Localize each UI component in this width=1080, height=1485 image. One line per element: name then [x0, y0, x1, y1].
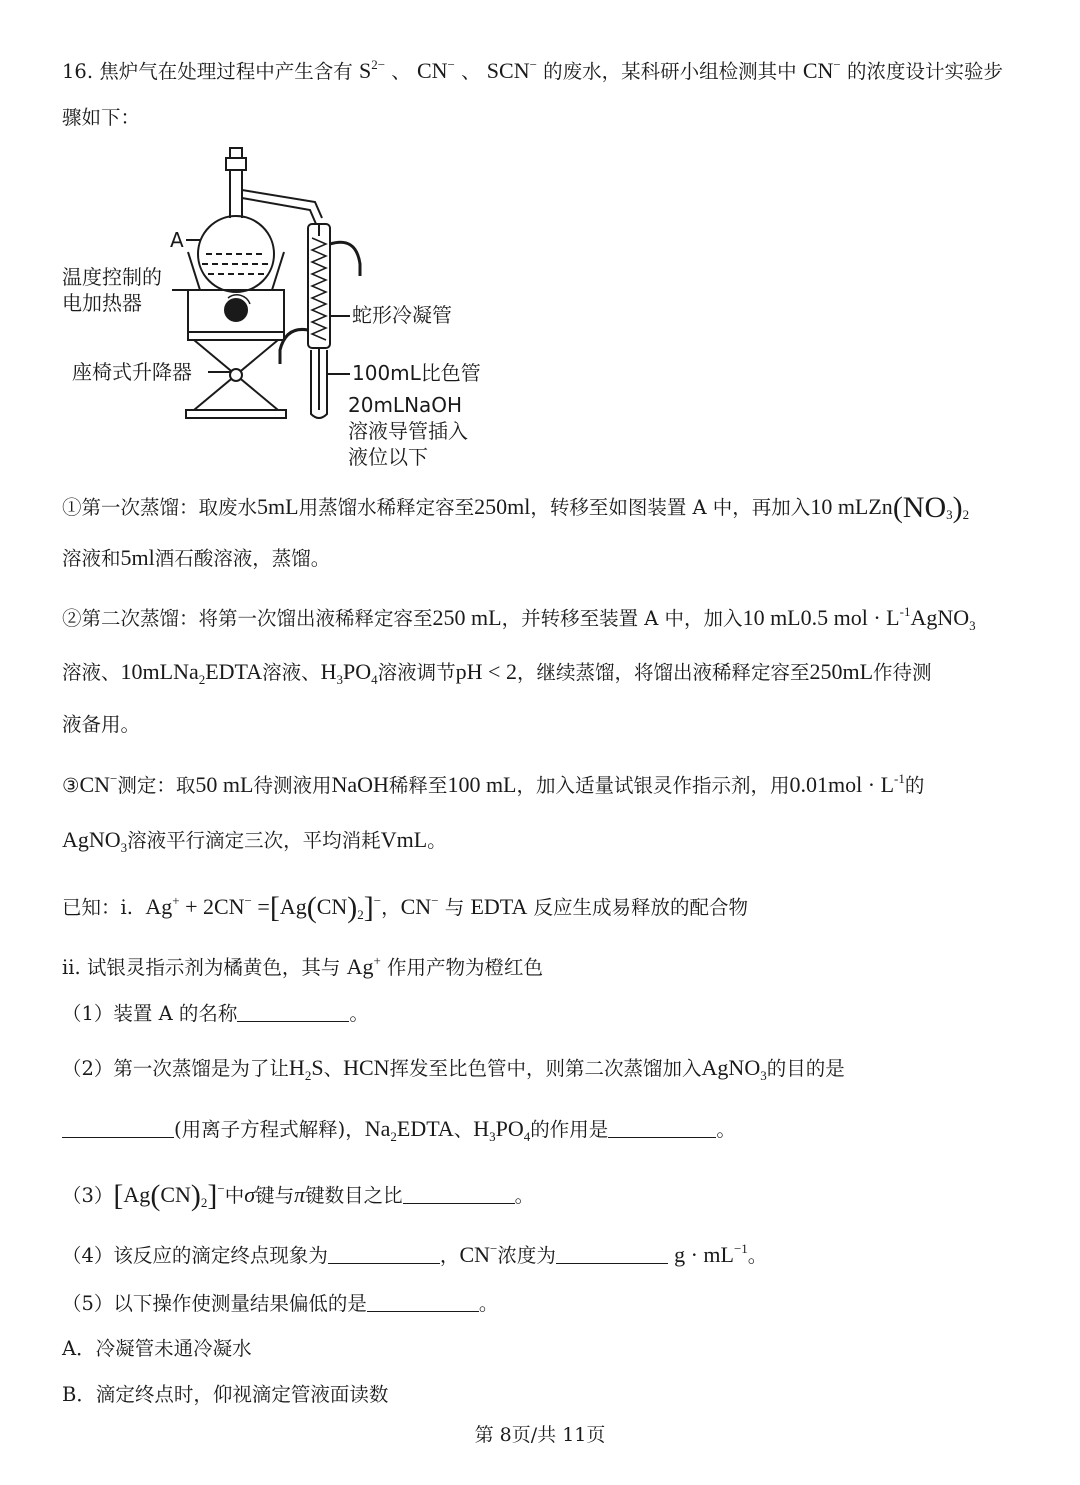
option-text: B．滴定终点时，仰视滴定管液面读数: [62, 1383, 389, 1406]
known-i: [62, 886, 748, 930]
step-2-cont2: [62, 710, 140, 740]
subq-text: （3）: [62, 1184, 114, 1207]
stopper: [230, 148, 242, 158]
chem-sup: −: [217, 1181, 225, 1196]
chem-sub: 2: [357, 907, 364, 922]
answer-blank[interactable]: [237, 1003, 349, 1022]
ion-text: CN: [416, 58, 448, 83]
chem: AgNO: [62, 827, 121, 852]
ion-text: CN: [802, 58, 834, 83]
chem: 10 mLZn: [810, 494, 893, 519]
stem-text: 的浓度设计实验步: [846, 60, 1003, 83]
subquestion-1: [62, 999, 369, 1029]
question-number: 16.: [62, 60, 94, 83]
chem-sub: 2: [304, 1068, 312, 1083]
chem: 10 mL0.5 mol · L: [742, 605, 900, 630]
subquestion-2-cont: [62, 1114, 736, 1152]
edta-formula: [364, 1116, 454, 1144]
chem: 100 mL: [447, 772, 517, 797]
chem-sub: 2: [962, 507, 970, 522]
chem: AgNO: [910, 605, 970, 630]
chem: AgNO: [701, 1055, 761, 1080]
step-2: [62, 597, 976, 641]
chem-sup: +: [373, 953, 381, 968]
answer-blank[interactable]: [403, 1185, 515, 1204]
chem-sub: 2: [198, 672, 206, 687]
subq-text: 挥发至比色管中，则第二次蒸馏加入: [389, 1057, 702, 1080]
chem: ): [347, 891, 358, 924]
chem: EDTA: [205, 659, 263, 684]
chem: g · mL: [674, 1242, 734, 1267]
chem: CN: [160, 1182, 191, 1207]
chem: Ag: [145, 894, 173, 919]
chem-sup: −: [373, 893, 382, 908]
chem: ]: [207, 1179, 218, 1212]
step-text: ①第一次蒸馏：取废水: [62, 496, 258, 519]
chem: S: [311, 1055, 324, 1080]
edta-formula: [120, 659, 263, 687]
hydrogen-sulfide-formula: [288, 1055, 324, 1083]
question-stem: [62, 50, 1003, 87]
chem-sup: −1: [733, 1241, 748, 1256]
subquestion-3: [62, 1174, 534, 1218]
step-1-cont: [62, 543, 330, 574]
ion-charge: 2−: [371, 57, 386, 72]
chem-sub: 3: [946, 507, 953, 522]
step-text: ，加入适量试银灵作指示剂，用: [516, 774, 790, 797]
subq-text: 、: [323, 1057, 344, 1080]
label-flask-a: A: [170, 228, 184, 252]
step-3: [62, 764, 924, 801]
zinc-nitrate-formula: [810, 491, 970, 524]
answer-blank[interactable]: [367, 1293, 479, 1312]
chem: (: [150, 1179, 161, 1212]
answer-blank[interactable]: [608, 1119, 716, 1138]
known-text: 反应生成易释放的配合物: [533, 896, 749, 919]
separator: 、: [461, 60, 481, 83]
chem: Ag: [279, 894, 307, 919]
subq-text: 。: [349, 1002, 369, 1025]
sigma-symbol: σ: [244, 1182, 256, 1207]
chem: Ag: [123, 1182, 151, 1207]
chem: pH < 2: [455, 659, 517, 684]
ion-charge: −: [833, 57, 841, 72]
label-heater: 温度控制的: [62, 265, 162, 289]
ion-cyanide: [459, 1242, 497, 1267]
ion-silver: [347, 954, 381, 979]
chem: Ag: [346, 954, 374, 979]
subq-text: 中: [224, 1184, 245, 1207]
chem: 50 mL: [195, 772, 254, 797]
chem-sub: 3: [120, 840, 128, 855]
chem: CN: [459, 1242, 490, 1267]
chem: 250 mL: [432, 605, 502, 630]
chem: [: [269, 891, 280, 924]
chem-sub: 2: [390, 1129, 397, 1144]
chem: + 2CN: [185, 894, 245, 919]
chem-sup: +: [172, 893, 180, 908]
ion-cyanide: [79, 772, 117, 797]
ion-text: SCN: [486, 58, 530, 83]
step-text: 溶液和: [62, 547, 121, 570]
step-text: 测定：取: [117, 774, 196, 797]
subq-text: 的作用是: [530, 1118, 609, 1141]
unit: [674, 1242, 748, 1267]
subq-text: （5）以下操作使测量结果偏低的是: [62, 1292, 367, 1315]
chem: 5mL: [257, 494, 299, 519]
label-condenser: 蛇形冷凝管: [352, 303, 452, 327]
chem-sub: 4: [523, 1129, 531, 1144]
step-text: 溶液调节: [377, 661, 456, 684]
known-text: 与: [444, 896, 465, 919]
known-text: ，: [381, 896, 401, 919]
chem: ]: [363, 891, 374, 924]
step-text: 。: [427, 829, 447, 852]
subq-text: 。: [514, 1184, 535, 1207]
chem-sub: 3: [760, 1068, 767, 1083]
chem-sub: 3: [336, 672, 344, 687]
step-text: ③: [62, 774, 80, 797]
chem: CN: [79, 772, 111, 797]
subq-text: (用离子方程式解释)，: [174, 1118, 365, 1141]
chem-sup: -1: [899, 604, 911, 619]
ion-text: S: [358, 58, 372, 83]
chem: EDTA: [396, 1116, 454, 1141]
chem-sup: −: [431, 893, 439, 908]
condenser-coil: [312, 238, 326, 340]
label-heater: 电加热器: [62, 291, 142, 315]
ion-charge: −: [529, 57, 537, 72]
page-footer: 第 8页/共 11页: [474, 1424, 606, 1446]
complex-equation: [145, 891, 382, 924]
label-naoh: 液位以下: [348, 445, 428, 469]
chem: =: [257, 894, 270, 919]
side-arm: [242, 190, 322, 218]
step-text: 的: [904, 774, 925, 797]
chem: (NO: [892, 491, 947, 524]
chem-sup: −: [490, 1241, 498, 1256]
subq-text: 的目的是: [766, 1057, 845, 1080]
subq-text: 键与: [255, 1184, 295, 1207]
step-text: ，转移至如图装置 A 中，再加入: [530, 496, 811, 519]
chem-sub: 4: [371, 672, 378, 687]
ion-cyanide: [417, 58, 455, 83]
ion-cyanide: [401, 894, 439, 919]
chem: 250ml: [474, 494, 531, 519]
chem: Na: [364, 1116, 391, 1141]
chem: EDTA: [470, 894, 528, 919]
apparatus-figure: [60, 140, 500, 480]
step-text: ②第二次蒸馏：将第一次馏出液稀释定容至: [62, 607, 433, 630]
stem-text: 焦炉气在处理过程中产生含有: [99, 60, 353, 83]
subquestion-5: [62, 1289, 498, 1319]
chem: ): [190, 1179, 201, 1212]
subq-text: 。: [716, 1118, 736, 1141]
step-text: ，并转移至装置 A 中，加入: [501, 607, 743, 630]
separator: 、: [391, 60, 411, 83]
chem: CN: [316, 894, 348, 919]
subq-text: 。: [747, 1244, 768, 1267]
step-1: [62, 492, 969, 530]
subquestion-4: [62, 1234, 767, 1271]
stem-text: 骤如下：: [62, 106, 141, 129]
step-text: 液备用。: [62, 713, 141, 736]
subq-text: （2）第一次蒸馏是为了让: [62, 1057, 289, 1080]
chem-sup: -1: [894, 771, 905, 786]
complex-ion-formula: [113, 1179, 225, 1212]
chem: VmL: [380, 827, 428, 852]
known-ii: [62, 946, 543, 983]
step-text: 溶液、: [62, 661, 121, 684]
subq-text: （1）装置 A 的名称: [62, 1002, 238, 1025]
ion-sulfide: [359, 58, 385, 83]
step-text: 用蒸馏水稀释定容至: [298, 496, 475, 519]
question-stem-cont: [62, 103, 140, 133]
chem: H: [473, 1116, 490, 1141]
chem-sup: −: [110, 771, 118, 786]
known-text: 作用产物为橙红色: [387, 956, 544, 979]
stopper: [226, 158, 246, 170]
chem: 0.01mol · L: [789, 772, 895, 797]
chem-sub: 2: [200, 1195, 208, 1210]
chem: 5ml: [120, 545, 155, 570]
lift-base: [186, 410, 286, 418]
chem: NaOH: [331, 772, 389, 797]
answer-blank[interactable]: [556, 1245, 668, 1264]
subq-text: 、: [453, 1118, 474, 1141]
step-text: ，继续蒸馏，将馏出液稀释定容至: [516, 661, 810, 684]
chem: PO: [343, 659, 372, 684]
silver-nitrate-formula: [701, 1055, 767, 1083]
option-text: A．冷凝管未通冷凝水: [62, 1337, 252, 1360]
chem: (: [306, 891, 317, 924]
known-text: 已知：i.: [62, 896, 133, 919]
titrant-conc: [790, 772, 905, 797]
chem: [: [113, 1179, 124, 1212]
chem: 250mL: [809, 659, 874, 684]
apparatus-diagram: [60, 140, 500, 480]
option-a: [62, 1334, 252, 1364]
silver-nitrate-conc: [742, 604, 976, 633]
step-text: 待测液用: [253, 774, 332, 797]
ion-cyanide: [803, 58, 841, 83]
step-text: 溶液、: [262, 661, 321, 684]
chem: ): [952, 491, 963, 524]
subq-text: 。: [478, 1292, 499, 1315]
subq-text: ，: [439, 1244, 460, 1267]
option-b: [62, 1380, 388, 1410]
phosphoric-acid-formula: [320, 659, 378, 687]
chem-sub: 3: [489, 1129, 496, 1144]
label-lift: 座椅式升降器: [72, 360, 192, 384]
subq-text: 浓度为: [497, 1244, 556, 1267]
chem: 10mLNa: [120, 659, 199, 684]
step-text: 作待测: [873, 661, 932, 684]
answer-blank[interactable]: [328, 1245, 440, 1264]
chem: H: [320, 659, 337, 684]
chem: PO: [495, 1116, 524, 1141]
subq-text: （4）该反应的滴定终点现象为: [62, 1244, 328, 1267]
chem: H: [288, 1055, 305, 1080]
label-naoh: 溶液导管插入: [348, 419, 468, 443]
subquestion-2: [62, 1053, 845, 1091]
phosphoric-acid-formula: [473, 1116, 531, 1144]
step-text: 酒石酸溶液，蒸馏。: [154, 547, 331, 570]
label-colorimetric-tube: 100mL比色管: [352, 361, 481, 385]
answer-blank[interactable]: [62, 1119, 174, 1138]
chem: HCN: [343, 1055, 390, 1080]
chem-sup: −: [244, 893, 252, 908]
step-text: 稀释至: [388, 774, 448, 797]
chem-sub: 3: [969, 618, 976, 633]
water-outlet-hose: [330, 242, 360, 276]
subq-text: 键数目之比: [305, 1184, 403, 1207]
step-2-cont: [62, 657, 932, 695]
step-text: 溶液平行滴定三次，平均消耗: [127, 829, 381, 852]
pi-symbol: π: [294, 1182, 306, 1207]
step-3-cont: [62, 825, 447, 863]
silver-nitrate-formula: [62, 827, 128, 855]
chem: CN: [400, 894, 432, 919]
ion-thiocyanate: [487, 58, 537, 83]
stem-text: 的废水，某科研小组检测其中: [543, 60, 797, 83]
label-naoh: 20mLNaOH: [348, 393, 463, 417]
ion-charge: −: [447, 57, 455, 72]
known-text: ii. 试银灵指示剂为橘黄色，其与: [62, 956, 341, 979]
